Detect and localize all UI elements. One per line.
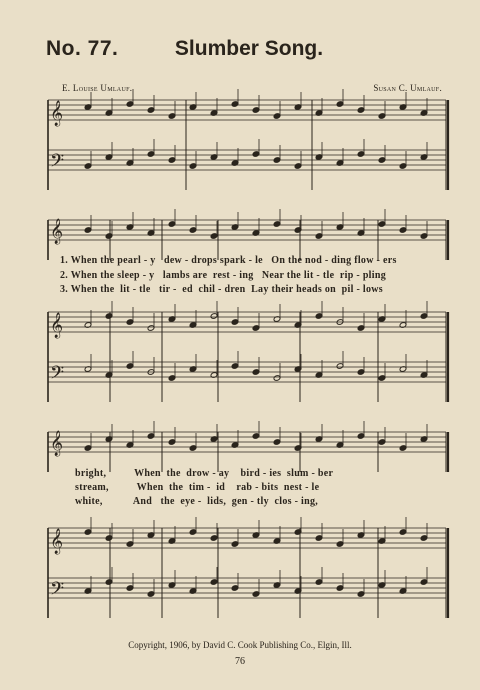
clef-glyph: 𝄞 (50, 101, 64, 126)
verse-3-cont: white, And the eye - lids, gen - tly clos - ing, (75, 496, 319, 507)
staff-lines (48, 100, 446, 598)
page-number: 76 (235, 656, 245, 667)
clef-glyph: 𝄢 (50, 363, 65, 388)
clef-glyph: 𝄢 (50, 151, 65, 176)
clef-glyph: 𝄞 (50, 529, 64, 554)
lyricist-credit: Susan C. Umlauf. (373, 83, 442, 93)
copyright-notice: Copyright, 1906, by David C. Cook Publishing Co., Elgin, Ill. (128, 640, 352, 650)
hymn-title-text: Slumber Song. (174, 37, 324, 60)
verse-2-line: 2. When the sleep - y lambs are rest - ing Near the lit - tle rip - pling (60, 270, 386, 281)
verse-2-cont: stream, When the tim - id rab - bits nest - le (75, 482, 320, 493)
composer-credit: E. Louise Umlauf. (62, 83, 133, 93)
verse-1-cont: bright, When the drow - ay bird - ies slum - ber (75, 468, 334, 479)
clef-glyph: 𝄞 (50, 431, 64, 456)
clefs (50, 100, 64, 604)
clef-glyph: 𝄢 (50, 579, 65, 604)
clef-glyph: 𝄞 (50, 219, 64, 244)
verse-3-line: 3. When the lit - tle tir - ed chil - dren Lay their heads on pil - lows (60, 284, 383, 295)
clef-glyph: 𝄞 (50, 313, 64, 338)
hymn-number: No. 77. (46, 37, 119, 60)
verse-1-line: 1. When the pearl - y dew - drops spark - le On the nod - ding flow - ers (60, 255, 397, 266)
